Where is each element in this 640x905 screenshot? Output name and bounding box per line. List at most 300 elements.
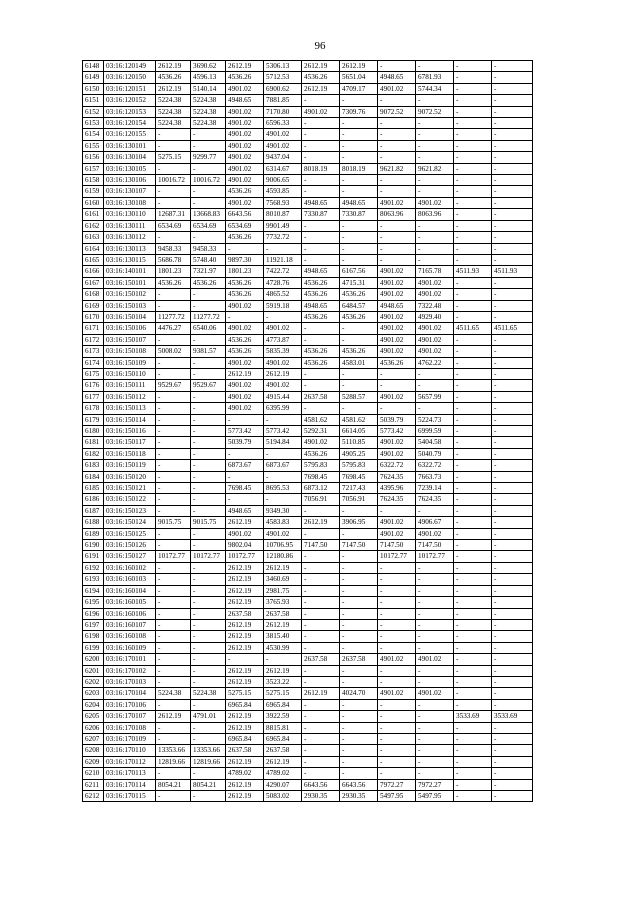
table-row bbox=[83, 665, 533, 676]
value-cell: - bbox=[492, 357, 533, 368]
value-cell: 4536.26 bbox=[226, 346, 264, 357]
row-index-cell: 6191 bbox=[83, 551, 104, 562]
row-index-cell: 6152 bbox=[83, 106, 104, 117]
table-row bbox=[83, 654, 533, 665]
value-cell: - bbox=[302, 243, 340, 254]
value-cell: 5744.34 bbox=[416, 83, 454, 94]
table-row bbox=[83, 642, 533, 653]
value-cell: - bbox=[454, 619, 492, 630]
table-row bbox=[83, 426, 533, 437]
table-row bbox=[83, 574, 533, 585]
value-cell: 2612.19 bbox=[264, 665, 302, 676]
value-cell: - bbox=[191, 585, 226, 596]
value-cell: 2930.35 bbox=[302, 791, 340, 802]
value-cell: 10172.77 bbox=[226, 551, 264, 562]
row-index-cell: 6162 bbox=[83, 220, 104, 231]
value-cell: - bbox=[416, 699, 454, 710]
value-cell: 7170.80 bbox=[264, 106, 302, 117]
value-cell: - bbox=[302, 562, 340, 573]
value-cell: - bbox=[492, 232, 533, 243]
value-cell: 7624.35 bbox=[378, 471, 416, 482]
value-cell: 2612.19 bbox=[226, 517, 264, 528]
value-cell: - bbox=[340, 334, 378, 345]
value-cell: - bbox=[454, 768, 492, 779]
value-cell: - bbox=[302, 551, 340, 562]
row-index-cell: 6186 bbox=[83, 494, 104, 505]
value-cell: - bbox=[492, 562, 533, 573]
value-cell: 4948.65 bbox=[378, 300, 416, 311]
value-cell: - bbox=[378, 574, 416, 585]
value-cell: - bbox=[492, 368, 533, 379]
value-cell: 4536.26 bbox=[302, 448, 340, 459]
code-cell: 03:16:170110 bbox=[104, 745, 156, 756]
row-index-cell: 6156 bbox=[83, 152, 104, 163]
value-cell: 2612.19 bbox=[264, 562, 302, 573]
value-cell: - bbox=[492, 676, 533, 687]
value-cell: - bbox=[492, 186, 533, 197]
value-cell: - bbox=[264, 311, 302, 322]
value-cell: 2981.75 bbox=[264, 585, 302, 596]
table-row bbox=[83, 745, 533, 756]
value-cell: 8815.81 bbox=[264, 722, 302, 733]
value-cell: 9621.82 bbox=[416, 163, 454, 174]
value-cell: - bbox=[264, 414, 302, 425]
value-cell: 4583.83 bbox=[264, 517, 302, 528]
value-cell: - bbox=[302, 574, 340, 585]
value-cell: - bbox=[416, 368, 454, 379]
value-cell: 4536.26 bbox=[191, 277, 226, 288]
table-row bbox=[83, 95, 533, 106]
code-cell: 03:16:150110 bbox=[104, 368, 156, 379]
value-cell: - bbox=[191, 505, 226, 516]
row-index-cell: 6158 bbox=[83, 175, 104, 186]
code-cell: 03:16:130110 bbox=[104, 209, 156, 220]
row-index-cell: 6175 bbox=[83, 368, 104, 379]
value-cell: - bbox=[454, 733, 492, 744]
value-cell: - bbox=[302, 745, 340, 756]
value-cell: - bbox=[492, 346, 533, 357]
code-cell: 03:16:120152 bbox=[104, 95, 156, 106]
value-cell: 4901.02 bbox=[378, 688, 416, 699]
value-cell: 4536.26 bbox=[226, 232, 264, 243]
value-cell: - bbox=[492, 175, 533, 186]
value-cell: - bbox=[302, 334, 340, 345]
value-cell: 5686.78 bbox=[156, 254, 191, 265]
value-cell: - bbox=[340, 574, 378, 585]
value-cell: 4536.26 bbox=[226, 334, 264, 345]
value-cell: - bbox=[378, 61, 416, 72]
value-cell: 4511.93 bbox=[492, 266, 533, 277]
value-cell: 4901.02 bbox=[378, 266, 416, 277]
value-cell: - bbox=[492, 129, 533, 140]
value-cell: 7881.85 bbox=[264, 95, 302, 106]
value-cell: - bbox=[454, 654, 492, 665]
value-cell: - bbox=[454, 368, 492, 379]
row-index-cell: 6200 bbox=[83, 654, 104, 665]
code-cell: 03:16:170104 bbox=[104, 688, 156, 699]
row-index-cell: 6172 bbox=[83, 334, 104, 345]
value-cell: - bbox=[191, 140, 226, 151]
value-cell: - bbox=[492, 597, 533, 608]
value-cell: - bbox=[191, 471, 226, 482]
table-row bbox=[83, 448, 533, 459]
value-cell: 4901.02 bbox=[302, 106, 340, 117]
value-cell: - bbox=[191, 460, 226, 471]
code-cell: 03:16:150114 bbox=[104, 414, 156, 425]
code-cell: 03:16:130111 bbox=[104, 220, 156, 231]
value-cell: - bbox=[156, 768, 191, 779]
code-cell: 03:16:170114 bbox=[104, 779, 156, 790]
table-row bbox=[83, 140, 533, 151]
value-cell: - bbox=[378, 619, 416, 630]
value-cell: - bbox=[340, 140, 378, 151]
value-cell: 6534.69 bbox=[226, 220, 264, 231]
code-cell: 03:16:120150 bbox=[104, 72, 156, 83]
value-cell: - bbox=[302, 505, 340, 516]
value-cell: - bbox=[156, 460, 191, 471]
value-cell: - bbox=[454, 631, 492, 642]
value-cell: 7568.93 bbox=[264, 197, 302, 208]
value-cell: 12819.66 bbox=[156, 756, 191, 767]
value-cell: 2637.58 bbox=[302, 654, 340, 665]
value-cell: - bbox=[156, 505, 191, 516]
value-cell: - bbox=[416, 631, 454, 642]
value-cell: 4901.02 bbox=[378, 391, 416, 402]
value-cell: - bbox=[454, 334, 492, 345]
table-row bbox=[83, 323, 533, 334]
value-cell: - bbox=[340, 118, 378, 129]
row-index-cell: 6192 bbox=[83, 562, 104, 573]
value-cell: - bbox=[454, 186, 492, 197]
value-cell: 6534.69 bbox=[156, 220, 191, 231]
value-cell: 4901.02 bbox=[378, 323, 416, 334]
value-cell: 6965.84 bbox=[264, 733, 302, 744]
value-cell: - bbox=[156, 585, 191, 596]
value-cell: 5773.42 bbox=[226, 426, 264, 437]
value-cell: - bbox=[340, 220, 378, 231]
value-cell: 10706.95 bbox=[264, 540, 302, 551]
code-cell: 03:16:150127 bbox=[104, 551, 156, 562]
value-cell: - bbox=[454, 300, 492, 311]
value-cell: - bbox=[416, 220, 454, 231]
table-row bbox=[83, 197, 533, 208]
value-cell: 11277.72 bbox=[156, 311, 191, 322]
value-cell: - bbox=[416, 608, 454, 619]
value-cell: 5039.79 bbox=[226, 437, 264, 448]
value-cell: 4948.65 bbox=[226, 95, 264, 106]
value-cell: 2612.19 bbox=[264, 619, 302, 630]
value-cell: 2612.19 bbox=[226, 574, 264, 585]
value-cell: - bbox=[302, 768, 340, 779]
table-row bbox=[83, 551, 533, 562]
value-cell: - bbox=[454, 414, 492, 425]
value-cell: 4511.65 bbox=[454, 323, 492, 334]
code-cell: 03:16:170107 bbox=[104, 711, 156, 722]
value-cell: 4728.76 bbox=[264, 277, 302, 288]
value-cell: 9072.52 bbox=[416, 106, 454, 117]
value-cell: 4901.02 bbox=[416, 197, 454, 208]
code-cell: 03:16:150101 bbox=[104, 277, 156, 288]
value-cell: - bbox=[378, 642, 416, 653]
value-cell: 7330.87 bbox=[302, 209, 340, 220]
value-cell: 4915.44 bbox=[264, 391, 302, 402]
value-cell: - bbox=[454, 494, 492, 505]
value-cell: 5288.57 bbox=[340, 391, 378, 402]
value-cell: - bbox=[416, 665, 454, 676]
value-cell: 4395.96 bbox=[378, 483, 416, 494]
value-cell: - bbox=[378, 243, 416, 254]
value-cell: 2612.19 bbox=[340, 61, 378, 72]
value-cell: 9897.30 bbox=[226, 254, 264, 265]
row-index-cell: 6199 bbox=[83, 642, 104, 653]
value-cell: 4865.52 bbox=[264, 289, 302, 300]
value-cell: - bbox=[454, 277, 492, 288]
value-cell: - bbox=[492, 494, 533, 505]
value-cell: 5224.38 bbox=[191, 688, 226, 699]
code-cell: 03:16:170115 bbox=[104, 791, 156, 802]
value-cell: - bbox=[378, 152, 416, 163]
value-cell: 2612.19 bbox=[226, 597, 264, 608]
table-row bbox=[83, 722, 533, 733]
value-cell: - bbox=[492, 505, 533, 516]
value-cell: - bbox=[492, 311, 533, 322]
value-cell: - bbox=[378, 186, 416, 197]
value-cell: - bbox=[156, 437, 191, 448]
value-cell: - bbox=[156, 232, 191, 243]
value-cell: 3906.95 bbox=[340, 517, 378, 528]
value-cell: - bbox=[492, 460, 533, 471]
value-cell: - bbox=[156, 368, 191, 379]
table-row bbox=[83, 391, 533, 402]
table-row bbox=[83, 585, 533, 596]
value-cell: 4948.65 bbox=[378, 72, 416, 83]
value-cell: - bbox=[340, 175, 378, 186]
row-index-cell: 6178 bbox=[83, 403, 104, 414]
value-cell: - bbox=[454, 448, 492, 459]
value-cell: - bbox=[340, 186, 378, 197]
value-cell: - bbox=[340, 232, 378, 243]
value-cell: 4905.25 bbox=[340, 448, 378, 459]
value-cell: - bbox=[454, 540, 492, 551]
row-index-cell: 6171 bbox=[83, 323, 104, 334]
value-cell: - bbox=[378, 631, 416, 642]
value-cell: - bbox=[340, 699, 378, 710]
value-cell: - bbox=[492, 152, 533, 163]
value-cell: 2612.19 bbox=[226, 585, 264, 596]
value-cell: - bbox=[492, 688, 533, 699]
value-cell: - bbox=[492, 391, 533, 402]
row-index-cell: 6185 bbox=[83, 483, 104, 494]
value-cell: 5224.38 bbox=[156, 106, 191, 117]
value-cell: - bbox=[492, 243, 533, 254]
value-cell: - bbox=[416, 574, 454, 585]
value-cell: - bbox=[340, 756, 378, 767]
value-cell: - bbox=[454, 346, 492, 357]
value-cell: 5008.02 bbox=[156, 346, 191, 357]
value-cell: - bbox=[492, 437, 533, 448]
code-cell: 03:16:120154 bbox=[104, 118, 156, 129]
value-cell: - bbox=[191, 163, 226, 174]
value-cell: 7698.45 bbox=[340, 471, 378, 482]
value-cell: - bbox=[340, 711, 378, 722]
value-cell: - bbox=[191, 574, 226, 585]
value-cell: - bbox=[191, 197, 226, 208]
value-cell: - bbox=[302, 711, 340, 722]
value-cell: - bbox=[156, 300, 191, 311]
value-cell: - bbox=[492, 403, 533, 414]
value-cell: 4290.07 bbox=[264, 779, 302, 790]
value-cell: - bbox=[302, 597, 340, 608]
value-cell: - bbox=[454, 688, 492, 699]
code-cell: 03:16:160109 bbox=[104, 642, 156, 653]
table-row bbox=[83, 254, 533, 265]
row-index-cell: 6211 bbox=[83, 779, 104, 790]
code-cell: 03:16:130104 bbox=[104, 152, 156, 163]
value-cell: - bbox=[416, 118, 454, 129]
value-cell: 6873.67 bbox=[226, 460, 264, 471]
value-cell: 9802.04 bbox=[226, 540, 264, 551]
value-cell: - bbox=[416, 585, 454, 596]
value-cell: 6873.12 bbox=[302, 483, 340, 494]
value-cell: - bbox=[454, 437, 492, 448]
value-cell: - bbox=[492, 654, 533, 665]
value-cell: - bbox=[340, 152, 378, 163]
value-cell: - bbox=[454, 118, 492, 129]
value-cell: - bbox=[191, 300, 226, 311]
value-cell: 5919.18 bbox=[264, 300, 302, 311]
value-cell: - bbox=[226, 414, 264, 425]
row-index-cell: 6187 bbox=[83, 505, 104, 516]
table-row bbox=[83, 277, 533, 288]
value-cell: 5140.14 bbox=[191, 83, 226, 94]
value-cell: - bbox=[302, 186, 340, 197]
value-cell: - bbox=[191, 676, 226, 687]
value-cell: - bbox=[492, 72, 533, 83]
value-cell: - bbox=[454, 175, 492, 186]
value-cell: 10172.77 bbox=[416, 551, 454, 562]
value-cell: 4901.02 bbox=[264, 140, 302, 151]
table-row bbox=[83, 505, 533, 516]
value-cell: - bbox=[416, 745, 454, 756]
value-cell: - bbox=[492, 619, 533, 630]
value-cell: - bbox=[340, 403, 378, 414]
value-cell: 2612.19 bbox=[226, 619, 264, 630]
value-cell: 2637.58 bbox=[302, 391, 340, 402]
value-cell: - bbox=[191, 391, 226, 402]
value-cell: 2612.19 bbox=[226, 665, 264, 676]
value-cell: - bbox=[454, 311, 492, 322]
row-index-cell: 6181 bbox=[83, 437, 104, 448]
value-cell: - bbox=[492, 118, 533, 129]
value-cell: 6643.56 bbox=[302, 779, 340, 790]
value-cell: - bbox=[156, 140, 191, 151]
value-cell: 9529.67 bbox=[191, 380, 226, 391]
table-row bbox=[83, 61, 533, 72]
value-cell: - bbox=[340, 676, 378, 687]
value-cell: - bbox=[454, 528, 492, 539]
value-cell: - bbox=[378, 676, 416, 687]
code-cell: 03:16:150103 bbox=[104, 300, 156, 311]
value-cell: 2612.19 bbox=[226, 779, 264, 790]
value-cell: - bbox=[492, 665, 533, 676]
code-cell: 03:16:160108 bbox=[104, 631, 156, 642]
table-row bbox=[83, 791, 533, 802]
row-index-cell: 6177 bbox=[83, 391, 104, 402]
value-cell: - bbox=[191, 699, 226, 710]
table-row bbox=[83, 380, 533, 391]
value-cell: 4536.26 bbox=[302, 357, 340, 368]
value-cell: - bbox=[156, 699, 191, 710]
value-cell: 2612.19 bbox=[226, 562, 264, 573]
value-cell: 4789.02 bbox=[264, 768, 302, 779]
value-cell: - bbox=[492, 61, 533, 72]
value-cell: - bbox=[492, 83, 533, 94]
value-cell: - bbox=[340, 619, 378, 630]
value-cell: - bbox=[378, 380, 416, 391]
value-cell: 4715.31 bbox=[340, 277, 378, 288]
value-cell: - bbox=[156, 676, 191, 687]
value-cell: - bbox=[191, 186, 226, 197]
table-row bbox=[83, 619, 533, 630]
value-cell: - bbox=[416, 403, 454, 414]
value-cell: - bbox=[191, 437, 226, 448]
value-cell: - bbox=[156, 391, 191, 402]
page-number: 96 bbox=[314, 40, 326, 52]
value-cell: 5224.38 bbox=[191, 106, 226, 117]
value-cell: - bbox=[340, 368, 378, 379]
value-cell: - bbox=[454, 699, 492, 710]
value-cell: 4901.02 bbox=[416, 688, 454, 699]
table-row bbox=[83, 460, 533, 471]
value-cell: 6484.57 bbox=[340, 300, 378, 311]
value-cell: 9458.33 bbox=[156, 243, 191, 254]
value-cell: 12687.31 bbox=[156, 209, 191, 220]
code-cell: 03:16:130106 bbox=[104, 175, 156, 186]
row-index-cell: 6165 bbox=[83, 254, 104, 265]
value-cell: 9072.52 bbox=[378, 106, 416, 117]
code-cell: 03:16:120151 bbox=[104, 83, 156, 94]
value-cell: 9006.65 bbox=[264, 175, 302, 186]
row-index-cell: 6202 bbox=[83, 676, 104, 687]
value-cell: 6322.72 bbox=[378, 460, 416, 471]
value-cell: 4901.02 bbox=[378, 289, 416, 300]
value-cell: - bbox=[340, 323, 378, 334]
value-cell: 4948.65 bbox=[340, 197, 378, 208]
value-cell: - bbox=[454, 129, 492, 140]
value-cell: - bbox=[191, 232, 226, 243]
value-cell: - bbox=[492, 140, 533, 151]
value-cell: 5110.85 bbox=[340, 437, 378, 448]
value-cell: 5651.04 bbox=[340, 72, 378, 83]
value-cell: 5275.15 bbox=[264, 688, 302, 699]
table-row bbox=[83, 311, 533, 322]
value-cell: 5835.39 bbox=[264, 346, 302, 357]
value-cell: - bbox=[492, 277, 533, 288]
value-cell: 5773.42 bbox=[378, 426, 416, 437]
value-cell: - bbox=[156, 722, 191, 733]
value-cell: 5224.73 bbox=[416, 414, 454, 425]
code-cell: 03:16:170112 bbox=[104, 756, 156, 767]
value-cell: 4536.26 bbox=[226, 186, 264, 197]
value-cell: - bbox=[156, 471, 191, 482]
value-cell: - bbox=[416, 254, 454, 265]
value-cell: 7624.35 bbox=[378, 494, 416, 505]
value-cell: 4901.02 bbox=[226, 380, 264, 391]
value-cell: 4948.65 bbox=[302, 197, 340, 208]
value-cell: 4901.02 bbox=[416, 334, 454, 345]
value-cell: - bbox=[191, 597, 226, 608]
value-cell: - bbox=[416, 562, 454, 573]
